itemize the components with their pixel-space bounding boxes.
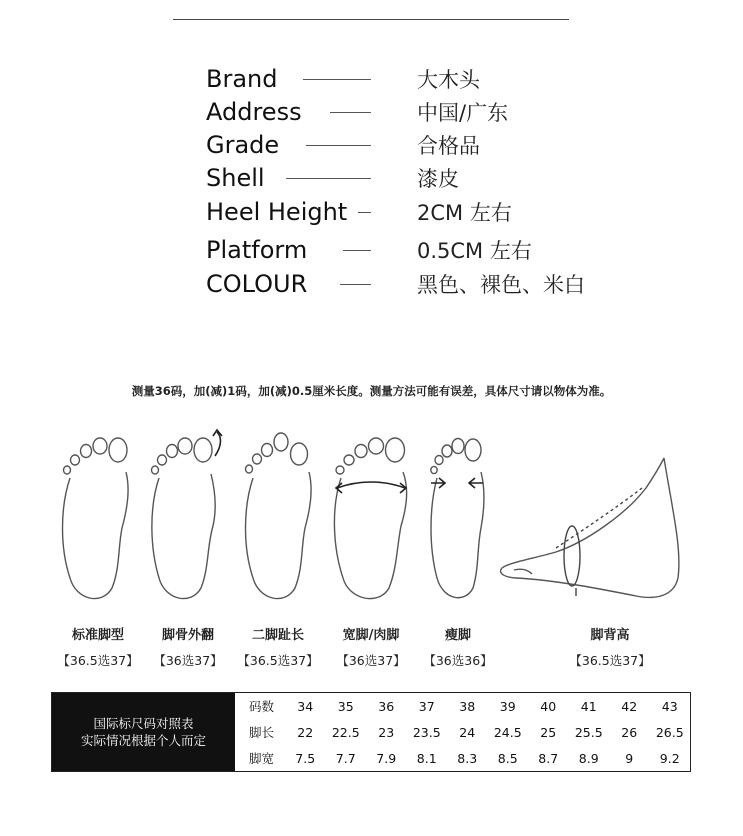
foot-wide-icon [331,428,413,608]
spec-dash [306,145,371,146]
table-cell: 40 [540,698,557,714]
foot-label: 二脚趾长 [251,628,304,643]
spec-value: 漆皮 [417,167,459,191]
table-cell: 25.5 [574,724,603,740]
row-header: 码数 [249,699,275,714]
spec-label: Brand [206,65,278,93]
table-cell: 34 [297,698,314,714]
table-cell: 7.5 [295,750,316,766]
size-chart-title [52,693,235,771]
foot-range: 【36选36】 [423,653,493,668]
measurement-note: 测量36码，加(减)1码，加(减)0.5厘米长度。测量方法可能有误差，具体尺寸请以物体为准。 [131,384,612,398]
foot-range: 【36选37】 [153,653,223,668]
spec-label: Shell [206,164,265,192]
foot-label: 宽脚/肉脚 [342,628,400,643]
spec-row-shell [0,163,743,197]
foot-range: 【36.5选37】 [569,653,651,668]
table-cell: 39 [499,698,516,714]
spec-value: 黑色、裸色、米白 [417,273,585,297]
table-cell: 38 [459,698,476,714]
spec-row-platform [0,235,743,269]
table-cell: 22 [297,724,314,740]
foot-label: 脚背高 [590,628,630,643]
table-cell: 7.9 [376,750,397,766]
spec-dash [286,178,371,179]
spec-value: 0.5CM 左右 [417,239,532,263]
table-row-width [235,745,690,771]
spec-label: Grade [206,131,280,159]
size-chart-body [235,693,690,771]
foot-label: 脚骨外翻 [161,628,214,643]
table-cell: 9.2 [659,750,680,766]
table-cell: 25 [540,724,557,740]
table-row-length [235,719,690,745]
foot-long-second-toe-icon [239,428,319,608]
spec-row-brand [0,64,743,98]
spec-row-colour [0,269,743,303]
table-cell: 36 [378,698,395,714]
table-cell: 35 [337,698,354,714]
top-divider [173,19,569,20]
spec-row-grade [0,130,743,164]
foot-label: 标准脚型 [71,628,124,643]
table-cell: 8.1 [416,750,437,766]
table-cell: 24.5 [493,724,522,740]
foot-range: 【36选37】 [336,653,406,668]
spec-value: 合格品 [417,134,480,158]
table-cell: 22.5 [331,724,360,740]
foot-narrow-icon [423,428,493,608]
spec-dash [340,284,371,285]
spec-label: Heel Height [206,198,348,226]
foot-standard-icon [56,428,136,608]
foot-bunion-icon [147,428,232,608]
foot-high-instep-icon [496,428,696,608]
table-cell: 43 [661,698,678,714]
spec-value: 2CM 左右 [417,201,512,225]
table-cell: 8.7 [538,750,559,766]
spec-row-heel-height [0,197,743,231]
table-cell: 8.5 [497,750,518,766]
table-cell: 23.5 [412,724,441,740]
table-cell: 42 [621,698,638,714]
foot-range: 【36.5选37】 [237,653,319,668]
table-cell: 26 [621,724,638,740]
spec-label: Address [206,98,302,126]
spec-dash [358,212,371,213]
table-cell: 23 [378,724,395,740]
spec-value: 中国/广东 [417,101,509,125]
table-cell: 8.3 [457,750,478,766]
row-header: 脚长 [249,725,275,740]
table-cell: 41 [580,698,597,714]
table-cell: 24 [459,724,476,740]
table-cell: 9 [625,750,634,766]
spec-label: Platform [206,236,308,264]
spec-row-address [0,97,743,131]
spec-label: COLOUR [206,270,308,298]
size-chart-table [51,692,691,772]
size-chart-title-line2: 实际情况根据个人而定 [80,733,206,748]
foot-label: 瘦脚 [444,628,471,643]
spec-dash [330,112,371,113]
table-cell: 26.5 [655,724,684,740]
spec-dash [303,79,371,80]
row-header: 脚宽 [249,751,275,766]
table-cell: 37 [418,698,435,714]
size-chart-title-line1: 国际标尺码对照表 [93,716,194,731]
spec-dash [343,250,371,251]
table-cell: 7.7 [335,750,356,766]
foot-range: 【36.5选37】 [57,653,139,668]
spec-value: 大木头 [417,68,480,92]
table-row-size [235,693,690,719]
table-cell: 8.9 [578,750,599,766]
